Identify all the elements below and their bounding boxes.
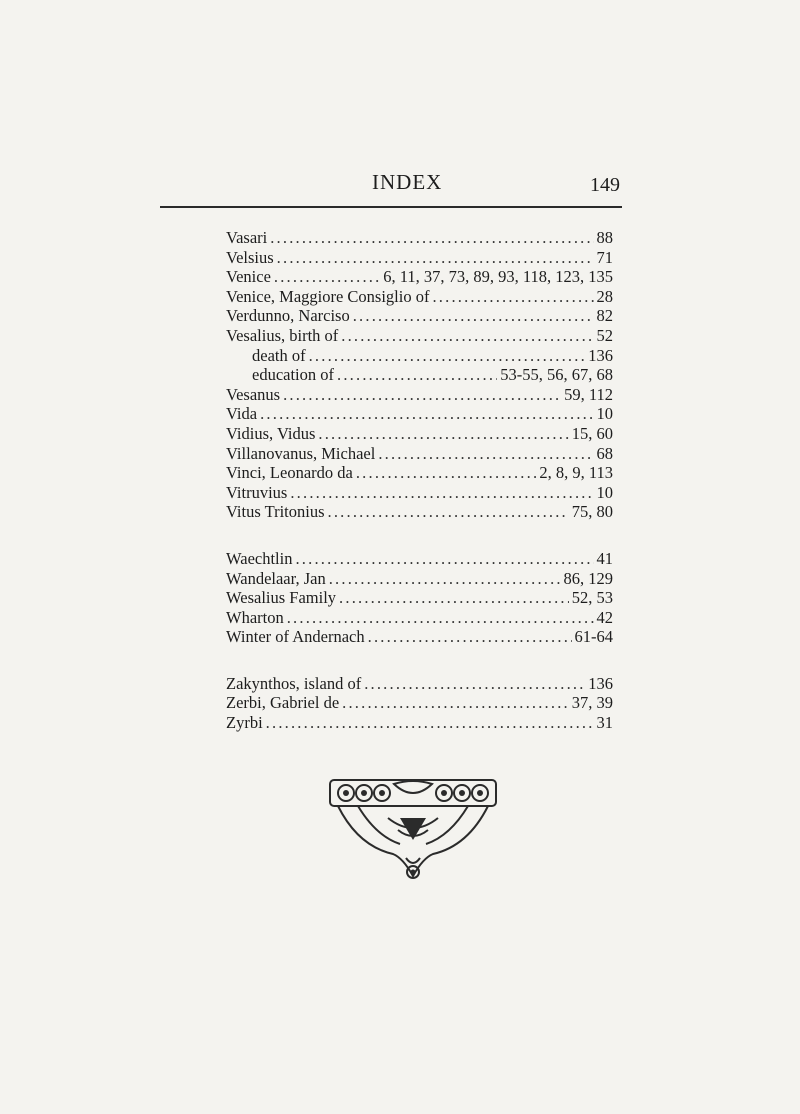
page-header <box>160 170 640 210</box>
index-entry <box>226 588 613 608</box>
entry-term: death of <box>252 345 306 365</box>
dot-leader <box>270 228 593 248</box>
entry-term: Villanovanus, Michael <box>226 443 376 463</box>
dot-leader <box>342 693 569 713</box>
dot-leader <box>364 674 585 694</box>
index-entry <box>226 627 613 647</box>
index-entry <box>226 248 613 268</box>
entry-term: Venice, Maggiore Consiglio of <box>226 286 430 306</box>
entry-pages: 61-64 <box>574 627 613 647</box>
entry-term: Vitus Tritonius <box>226 502 325 522</box>
index-entry <box>226 463 613 483</box>
index-entry <box>226 385 613 405</box>
entry-term: Wesalius Family <box>226 588 337 608</box>
index-entry <box>226 326 613 346</box>
entry-term: Wharton <box>226 607 284 627</box>
index-entry <box>226 502 613 522</box>
entry-pages: 42 <box>596 607 613 627</box>
entry-pages: 52, 53 <box>571 588 613 608</box>
group-spacer <box>226 522 613 549</box>
dot-leader <box>353 306 594 326</box>
entry-pages: 37, 39 <box>571 693 613 713</box>
entry-term: Vinci, Leonardo da <box>226 463 353 483</box>
dot-leader <box>295 549 593 569</box>
entry-term: Zyrbi <box>226 713 263 733</box>
entry-term: Venice <box>226 267 271 287</box>
entry-term: Winter of Andernach <box>226 627 365 647</box>
entry-pages: 41 <box>596 548 613 568</box>
entry-pages: 88 <box>596 228 613 247</box>
dot-leader <box>260 404 593 424</box>
entry-term: Wandelaar, Jan <box>226 568 326 588</box>
dot-leader <box>378 444 593 464</box>
index-entry <box>226 424 613 444</box>
index-entry <box>226 365 613 385</box>
index-entry <box>226 569 613 589</box>
dot-leader <box>339 588 569 608</box>
dot-leader <box>368 627 572 647</box>
index-group-w <box>226 549 613 647</box>
entry-term: Vidius, Vidus <box>226 423 316 443</box>
dot-leader <box>318 424 568 444</box>
entry-pages: 31 <box>596 713 613 733</box>
entry-pages: 15, 60 <box>571 423 613 443</box>
entry-pages: 75, 80 <box>571 502 613 522</box>
dot-leader <box>266 713 594 733</box>
dot-leader <box>337 365 497 385</box>
index-entry <box>226 228 613 248</box>
entry-pages: 52 <box>596 325 613 345</box>
entry-term: Velsius <box>226 247 274 267</box>
entry-pages: 6, 11, 37, 73, 89, 93, 118, 123, 135 <box>383 267 613 287</box>
dot-leader <box>432 287 593 307</box>
dot-leader <box>341 326 593 346</box>
dot-leader <box>290 483 593 503</box>
index-entry <box>226 346 613 366</box>
dot-leader <box>287 608 594 628</box>
entry-pages: 28 <box>596 286 613 306</box>
index-entry <box>226 404 613 424</box>
index-group-z <box>226 674 613 733</box>
index-entry <box>226 306 613 326</box>
page-number: 149 <box>590 174 620 196</box>
dot-leader <box>329 569 561 589</box>
entry-term: Vasari <box>226 228 268 247</box>
entry-pages: 86, 129 <box>563 568 613 588</box>
entry-pages: 10 <box>596 482 613 502</box>
dot-leader <box>309 346 586 366</box>
index-entry <box>226 674 613 694</box>
index-entry <box>226 608 613 628</box>
index-entry <box>226 713 613 733</box>
entry-pages: 136 <box>588 345 613 365</box>
entry-pages: 59, 112 <box>564 384 613 404</box>
entry-pages: 136 <box>588 673 613 693</box>
group-spacer <box>226 647 613 674</box>
entry-term: Vida <box>226 404 258 424</box>
index-entry <box>226 693 613 713</box>
entry-pages: 10 <box>596 404 613 424</box>
page-title: INDEX <box>372 170 443 194</box>
dot-leader <box>274 267 380 287</box>
dot-leader <box>356 463 537 483</box>
dot-leader <box>277 248 594 268</box>
entry-term: Zakynthos, island of <box>226 673 362 693</box>
entry-pages: 2, 8, 9, 113 <box>539 463 613 483</box>
index-list <box>226 228 613 733</box>
entry-term: Vesanus <box>226 384 281 404</box>
index-group-v <box>226 228 613 522</box>
index-entry <box>226 549 613 569</box>
entry-term: Waechtlin <box>226 548 293 568</box>
dot-leader <box>328 502 569 522</box>
entry-term: education of <box>252 365 335 385</box>
index-entry <box>226 267 613 287</box>
index-entry <box>226 444 613 464</box>
entry-pages: 71 <box>596 247 613 267</box>
decorative-tailpiece-icon <box>328 778 498 882</box>
index-entry <box>226 483 613 503</box>
entry-term: Verdunno, Narciso <box>226 306 350 326</box>
header-rule <box>160 206 622 208</box>
dot-leader <box>283 385 561 405</box>
entry-term: Zerbi, Gabriel de <box>226 693 340 713</box>
index-entry <box>226 287 613 307</box>
entry-pages: 68 <box>596 443 613 463</box>
entry-term: Vesalius, birth of <box>226 325 339 345</box>
entry-term: Vitruvius <box>226 482 288 502</box>
entry-pages: 82 <box>596 306 613 326</box>
entry-pages: 53-55, 56, 67, 68 <box>500 365 613 385</box>
